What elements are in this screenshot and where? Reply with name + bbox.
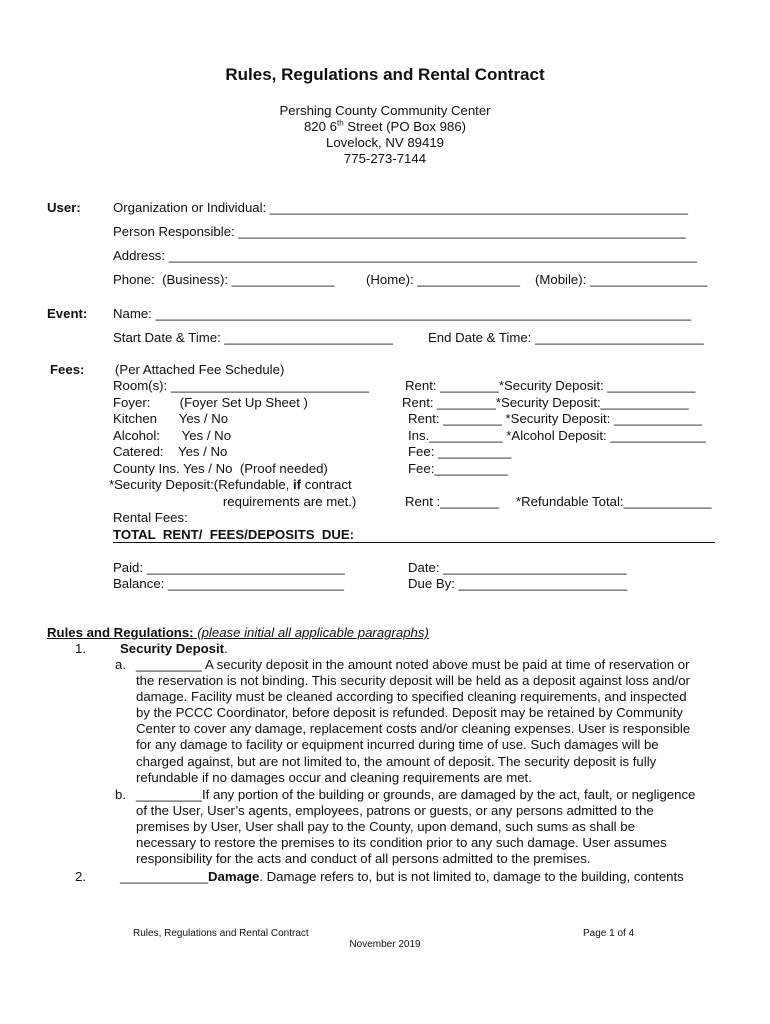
footer-date: November 2019: [349, 939, 421, 950]
item-b-paragraph: _________If any portion of the building or grounds, are damaged by the act, fault, or negligence of the User, User’s agents, employees, patrons or guests, or any persons admitted to the premises by User, User shall pay to the County, upon demand, such sums as shall be necessary to restore the premises to its condition prior to any such damage. User assumes responsibility for the acts and conduct of all persons admitted to the premises.: [136, 787, 696, 867]
rent-deposit-2[interactable]: Rent: ________*Security Deposit:____________: [402, 395, 689, 410]
item-a-initial-blank[interactable]: _________: [136, 657, 203, 672]
item-a-paragraph: _________ A security deposit in the amount noted above must be paid at time of reservation or the reservation is not binding. This security deposit will be held as a deposit against loss and/or damage. Facility must be cleaned according to specified cleaning requirements, and inspected by the PCCC Coordinator, before deposit is refunded. Deposit may be retained by Community Center to cover any damage, replacement costs and/or cleaning expenses. User is responsible for any damage to facility or equipment incurred during time of use. Such damages will be charged against, but are not limited to, the amount of deposit. The security deposit is fully refundable if no damages occur and cleaning requirements are met.: [136, 657, 691, 785]
end-date-field[interactable]: End Date & Time: _______________________: [428, 330, 704, 345]
phone-business-field[interactable]: Phone: (Business): ______________: [113, 272, 335, 287]
paid-field[interactable]: Paid: ___________________________: [113, 560, 345, 575]
rules-heading: Rules and Regulations: (please initial all applicable paragraphs): [47, 625, 429, 640]
refundable-total-field[interactable]: *Refundable Total:____________: [516, 494, 712, 509]
catered-line[interactable]: Catered: Yes / No: [113, 444, 228, 459]
item-b-label: b.: [115, 787, 126, 802]
total-due-line[interactable]: [113, 542, 715, 543]
user-label: User:: [47, 200, 81, 215]
phone-mobile-field[interactable]: (Mobile): ________________: [535, 272, 708, 287]
rooms-field[interactable]: Room(s): ___________________________: [113, 378, 369, 393]
header-phone: 775-273-7144: [343, 151, 427, 166]
total-due-label: TOTAL RENT/ FEES/DEPOSITS DUE:: [113, 527, 355, 542]
rental-fees-label: Rental Fees:: [113, 510, 188, 525]
page-title: Rules, Regulations and Rental Contract: [225, 65, 545, 84]
item-1-title: Security Deposit.: [120, 641, 228, 656]
item-2-initial-blank[interactable]: ____________: [120, 869, 209, 884]
fees-label: Fees:: [50, 362, 85, 377]
ins-alcohol-deposit[interactable]: Ins.__________ *Alcohol Deposit: _____________: [408, 428, 706, 443]
event-label: Event:: [47, 306, 88, 321]
footer-page: Page 1 of 4: [583, 928, 635, 939]
alcohol-line[interactable]: Alcohol: Yes / No: [113, 428, 232, 443]
header-street: 820 6th Street (PO Box 986): [303, 118, 467, 134]
due-by-field[interactable]: Due By: _______________________: [408, 576, 628, 591]
org-field[interactable]: Organization or Individual: _________________________________________________________: [113, 200, 688, 215]
fee-schedule-note: (Per Attached Fee Schedule): [115, 362, 285, 377]
kitchen-line[interactable]: Kitchen Yes / No: [113, 411, 229, 426]
item-2-line: ____________Damage. Damage refers to, but is not limited to, damage to the building, contents: [120, 869, 684, 884]
fee-1[interactable]: Fee: __________: [408, 444, 512, 459]
event-name-field[interactable]: Name: _________________________________________________________________________: [113, 306, 691, 321]
footer-title: Rules, Regulations and Rental Contract: [133, 928, 309, 939]
rent-deposit-1[interactable]: Rent: ________*Security Deposit: ____________: [405, 378, 696, 393]
header-org: Pershing County Community Center: [279, 103, 491, 118]
fee-2[interactable]: Fee:__________: [408, 461, 508, 476]
item-2-number: 2.: [75, 869, 86, 884]
address-field[interactable]: Address: ________________________________________________________________________: [113, 248, 697, 263]
balance-field[interactable]: Balance: ________________________: [113, 576, 345, 591]
security-deposit-note: *Security Deposit:(Refundable, if contract: [109, 477, 352, 492]
phone-home-field[interactable]: (Home): ______________: [366, 272, 520, 287]
requirements-note: requirements are met.): [113, 494, 357, 509]
person-field[interactable]: Person Responsible: _____________________________________________________________: [113, 224, 686, 239]
date-field[interactable]: Date: _________________________: [408, 560, 627, 575]
item-a-label: a.: [115, 657, 126, 672]
county-ins-line[interactable]: County Ins. Yes / No (Proof needed): [113, 461, 328, 476]
start-date-field[interactable]: Start Date & Time: _______________________: [113, 330, 394, 345]
header-city: Lovelock, NV 89419: [325, 135, 445, 150]
item-1-number: 1.: [75, 641, 86, 656]
refund-rent-field[interactable]: Rent :________: [405, 494, 499, 509]
foyer-line: Foyer: (Foyer Set Up Sheet ): [113, 395, 308, 410]
rent-deposit-3[interactable]: Rent: ________ *Security Deposit: ____________: [408, 411, 703, 426]
